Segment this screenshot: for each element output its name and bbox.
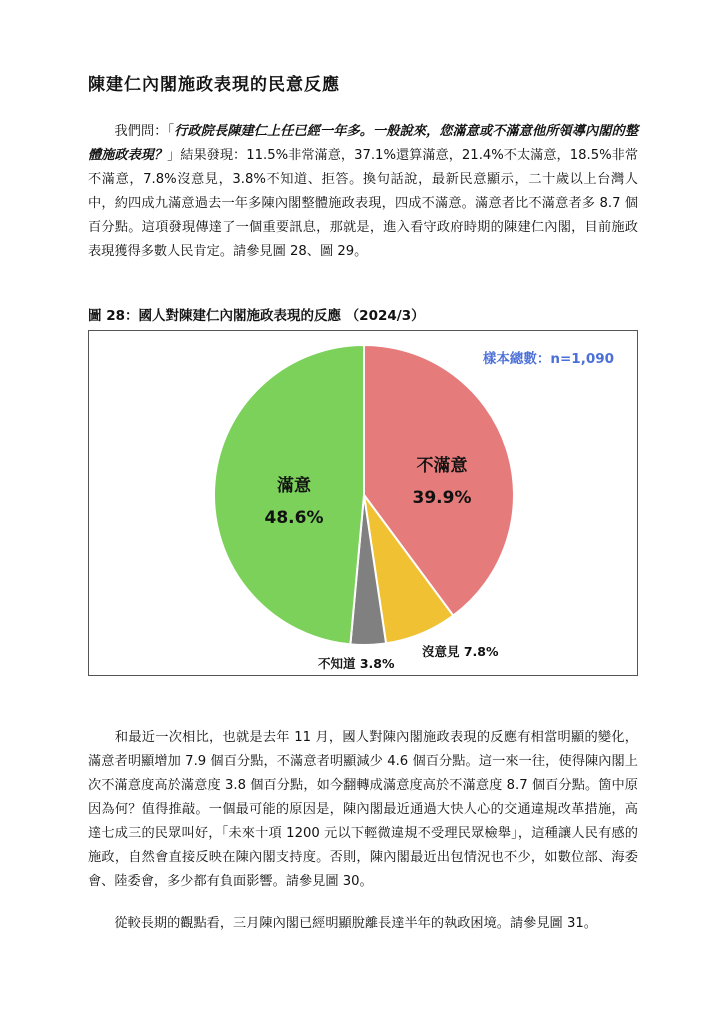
- comparison-paragraph: [88, 726, 638, 894]
- comparison-text: 和最近一次相比，也就是去年 11 月，國人對陳內閣施政表現的反應有相當明顯的變化，滿意者明顯增加 7.9 個百分點，不滿意者明顯減少 4.6 個百分點。這一來一往，使得陳內閣上次不滿意度高於滿意度 3.8 個百分點，如今翻轉成滿意度高於不滿意度 8.7 個百分點。箇中原因為何？值得推敲。一個最可能的原因是，陳內閣最近通過大快人心的交通違規改革措施，高達七成三的民眾叫好，「未來十項 1200 元以下輕微違規不受理民眾檢舉」，這種讓人民有感的施政，自然會直接反映在陳內閣支持度。否則，陳內閣最近出包情況也不少，如數位部、海委會、陸委會，多少都有負面影響。請參見圖 30。: [88, 730, 638, 889]
- sample-size-note: 樣本總數：n=1,090: [482, 351, 614, 367]
- value-dissatisfied: 39.9%: [412, 488, 472, 508]
- value-satisfied: 48.6%: [264, 508, 324, 528]
- survey-question: 行政院長陳建仁上任已經一年多。一般說來，您滿意或不滿意他所領導內閣的整體施政表現？: [88, 124, 639, 163]
- figure-caption: 圖 28：國人對陳建仁內閣施政表現的反應 （2024/3）: [88, 308, 425, 324]
- long-term-text: 從較長期的觀點看，三月陳內閣已經明顯脫離長達半年的執政困境。請參見圖 31。: [114, 916, 597, 931]
- label-no-opinion: 沒意見 7.8%: [422, 644, 499, 659]
- label-dissatisfied: 不滿意: [416, 456, 468, 476]
- pie-chart-frame: [88, 330, 638, 676]
- pie-chart: [89, 331, 639, 677]
- label-satisfied: 滿意: [277, 476, 311, 496]
- intro-findings: 」結果發現：11.5%非常滿意，37.1%還算滿意，21.4%不太滿意，18.5%非常不滿意，7.8%沒意見，3.8%不知道、拒答。換句話說，最新民意顯示，二十歲以上台灣人中，約四成九滿意過去一年多陳內閣整體施政表現，四成不滿意。滿意者比不滿意者多 8.7 個百分點。這項發現傳達了一個重要訊息，那就是，進入看守政府時期的陳建仁內閣，目前施政表現獲得多數人民肯定。請參見圖 28、圖 29。: [88, 148, 639, 259]
- intro-paragraph: [88, 120, 638, 264]
- intro-lead: 我們問：「: [114, 124, 175, 139]
- section-title: 陳建仁內閣施政表現的民意反應: [88, 75, 340, 95]
- label-dont-know: 不知道 3.8%: [318, 656, 395, 671]
- long-term-paragraph: [88, 912, 638, 936]
